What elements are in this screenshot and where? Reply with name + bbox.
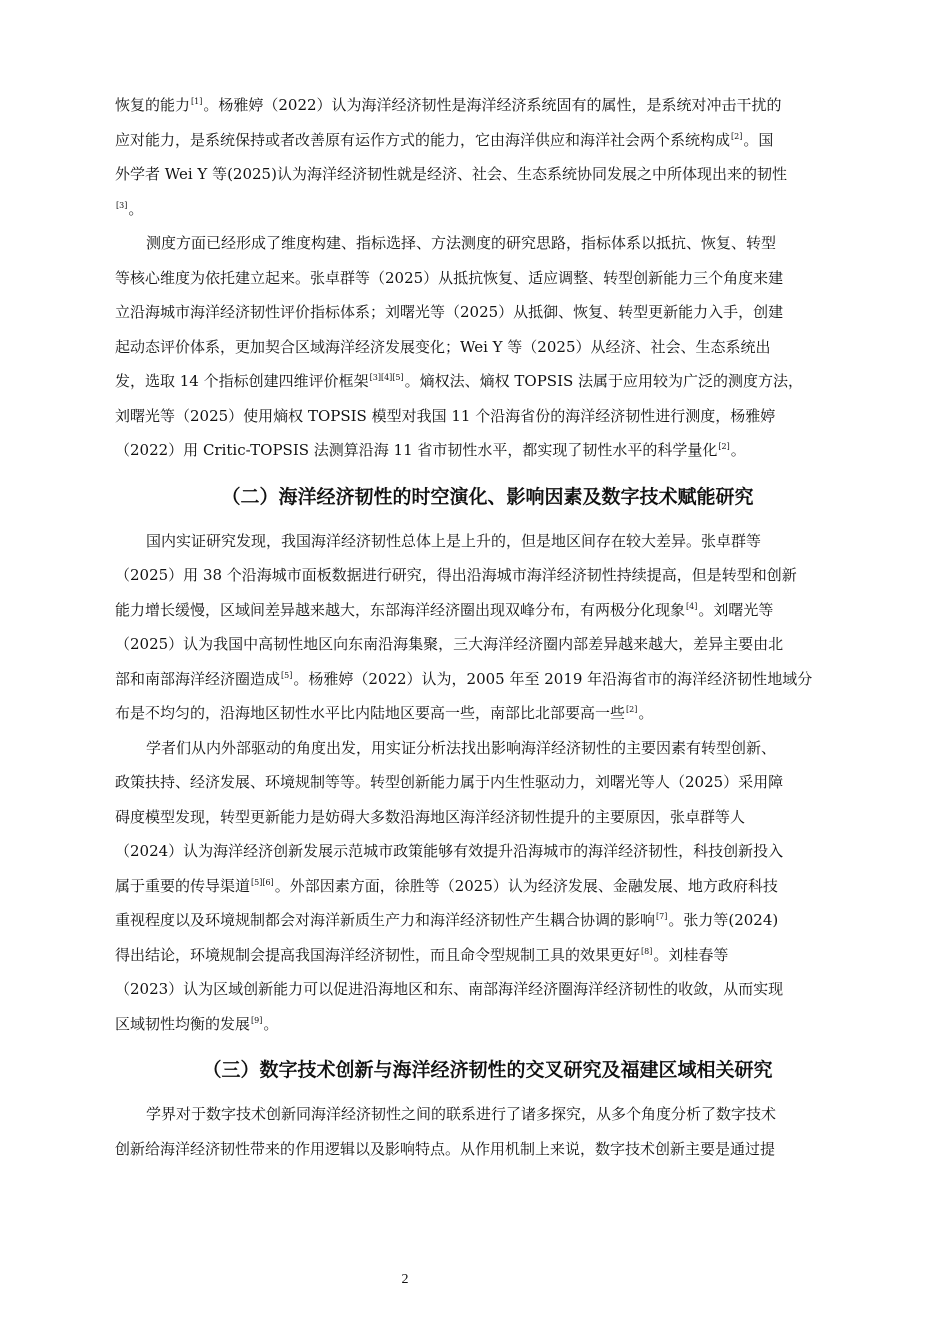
- text-run: 测度方面已经形成了维度构建、指标选择、方法测度的研究思路，指标体系以抵抗、恢复、转型: [146, 234, 777, 252]
- citation-ref: [2]: [626, 705, 638, 714]
- text-line: [115, 433, 860, 468]
- citation-ref: [8]: [641, 946, 653, 956]
- text-run: 。刘桂春等: [653, 945, 729, 964]
- text-run: 学者们从内外部驱动的角度出发，用实证分析法找出影响海洋经济韧性的主要因素有转型创新、: [146, 738, 777, 757]
- text-line: [115, 1007, 860, 1042]
- text-line: [115, 123, 860, 158]
- citation-ref: [1]: [191, 97, 203, 106]
- text-run: 。国: [743, 130, 774, 149]
- text-run: 。: [638, 704, 654, 722]
- text-line: [115, 330, 860, 365]
- text-line: [115, 558, 860, 593]
- citation-ref: [9]: [251, 1015, 263, 1025]
- body-paragraph: [115, 1097, 860, 1166]
- text-line: [115, 524, 860, 559]
- text-run: （2025）认为我国中高韧性地区向东南沿海集聚，三大海洋经济圈内部差异越来越大，差异主要由北: [115, 635, 784, 653]
- text-line: [115, 834, 860, 869]
- text-line: [115, 261, 860, 296]
- text-run: 区域韧性均衡的发展: [115, 1014, 251, 1033]
- text-line: [115, 192, 860, 227]
- citation-ref: [5]: [281, 670, 293, 680]
- body-paragraph: [115, 524, 860, 731]
- text-run: 应对能力，是系统保持或者改善原有运作方式的能力，它由海洋供应和海洋社会两个系统构成: [115, 130, 731, 149]
- text-run: （2023）认为区域创新能力可以促进沿海地区和东、南部海洋经济圈海洋经济韧性的收敛，从而实现: [115, 980, 784, 998]
- text-line: [115, 731, 860, 766]
- text-run: 起动态评价体系，更加契合区域海洋经济发展变化；Wei Y 等（2025）从经济、社会、生态系统出: [115, 337, 771, 356]
- text-run: 发，选取 14 个指标创建四维评价框架: [115, 372, 369, 390]
- citation-ref: [3]: [116, 200, 128, 210]
- text-line: [115, 226, 860, 261]
- text-run: 。: [128, 199, 144, 218]
- text-line: [115, 1097, 860, 1132]
- text-run: 等核心维度为依托建立起来。张卓群等（2025）从抵抗恢复、适应调整、转型创新能力三个角度来建: [115, 268, 784, 287]
- text-run: 立沿海城市海洋经济韧性评价指标体系；刘曙光等（2025）从抵御、恢复、转型更新能力入手，创建: [115, 303, 784, 321]
- body-paragraph: [115, 88, 860, 226]
- citation-ref: [2]: [731, 131, 743, 141]
- text-line: [115, 157, 860, 192]
- text-run: 学界对于数字技术创新同海洋经济韧性之间的联系进行了诸多探究，从多个角度分析了数字技术: [146, 1105, 777, 1123]
- text-run: 能力增长缓慢，区域间差异越来越大，东部海洋经济圈出现双峰分布，有两极分化现象: [115, 600, 686, 619]
- citation-ref: [4]: [686, 601, 698, 611]
- text-run: （2025）用 38 个沿海城市面板数据进行研究，得出沿海城市海洋经济韧性持续提高，但是转型和创新: [115, 566, 797, 584]
- text-run: 外学者 Wei Y 等(2025)认为海洋经济韧性就是经济、社会、生态系统协同发展之中所体现出来的韧性: [115, 165, 787, 183]
- text-run: 。张力等(2024): [668, 911, 779, 929]
- text-line: [115, 593, 860, 628]
- text-line: [115, 295, 860, 330]
- text-run: 恢复的能力: [115, 96, 191, 114]
- text-line: [115, 1132, 860, 1167]
- citation-ref: [7]: [656, 912, 668, 921]
- text-run: 。: [730, 441, 746, 459]
- text-run: 刘曙光等（2025）使用熵权 TOPSIS 模型对我国 11 个沿海省份的海洋经济韧性进行测度，杨雅婷: [115, 406, 776, 425]
- text-line: [115, 662, 860, 697]
- text-run: 政策扶持、经济发展、环境规制等等。转型创新能力属于内生性驱动力，刘曙光等人（2025）采用障: [115, 773, 784, 791]
- text-run: 重视程度以及环境规制都会对海洋新质生产力和海洋经济韧性产生耦合协调的影响: [115, 911, 656, 929]
- text-run: 属于重要的传导渠道: [115, 876, 251, 895]
- text-line: [115, 903, 860, 938]
- section-heading: （二）海洋经济韧性的时空演化、影响因素及数字技术赋能研究: [221, 485, 754, 508]
- body-paragraph: [115, 731, 860, 1042]
- text-line: [115, 88, 860, 123]
- text-run: 。熵权法、熵权 TOPSIS 法属于应用较为广泛的测度方法，: [404, 372, 804, 390]
- text-line: [115, 869, 860, 904]
- citation-ref: [2]: [718, 442, 730, 451]
- text-line: [115, 800, 860, 835]
- text-run: 。: [263, 1014, 279, 1033]
- text-run: 。杨雅婷（2022）认为，2005 年至 2019 年沿海省市的海洋经济韧性地域分: [293, 669, 813, 688]
- text-line: [115, 399, 860, 434]
- text-run: 。外部因素方面，徐胜等（2025）认为经济发展、金融发展、地方政府科技: [274, 876, 778, 895]
- text-run: 国内实证研究发现，我国海洋经济韧性总体上是上升的，但是地区间存在较大差异。张卓群等: [146, 531, 762, 550]
- body-paragraph: [115, 226, 860, 468]
- text-line: [115, 627, 860, 662]
- text-run: 。杨雅婷（2022）认为海洋经济韧性是海洋经济系统固有的属性，是系统对冲击干扰的: [203, 96, 782, 114]
- text-run: 碍度模型发现，转型更新能力是妨碍大多数沿海地区海洋经济韧性提升的主要原因，张卓群等人: [115, 807, 746, 826]
- citation-ref: [5][6]: [251, 877, 274, 887]
- text-line: [115, 765, 860, 800]
- document-body: [115, 88, 860, 1166]
- text-line: [115, 972, 860, 1007]
- text-run: 。刘曙光等: [698, 600, 774, 619]
- citation-ref: [3][4][5]: [369, 373, 404, 382]
- page-number: 2: [401, 1272, 409, 1287]
- text-line: [115, 696, 860, 731]
- text-run: （2022）用 Critic-TOPSIS 法测算沿海 11 省市韧性水平，都实现了韧性水平的科学量化: [115, 441, 718, 459]
- section-heading: （三）数字技术创新与海洋经济韧性的交叉研究及福建区域相关研究: [202, 1059, 773, 1081]
- text-line: [115, 938, 860, 973]
- text-run: （2024）认为海洋经济创新发展示范城市政策能够有效提升沿海城市的海洋经济韧性，科技创新投入: [115, 842, 784, 860]
- text-line: [115, 364, 860, 399]
- text-run: 创新给海洋经济韧性带来的作用逻辑以及影响特点。从作用机制上来说，数字技术创新主要是通过提: [115, 1139, 776, 1158]
- text-run: 得出结论，环境规制会提高我国海洋经济韧性，而且命令型规制工具的效果更好: [115, 945, 641, 964]
- text-run: 布是不均匀的，沿海地区韧性水平比内陆地区要高一些，南部比北部要高一些: [115, 704, 626, 722]
- text-run: 部和南部海洋经济圈造成: [115, 669, 281, 688]
